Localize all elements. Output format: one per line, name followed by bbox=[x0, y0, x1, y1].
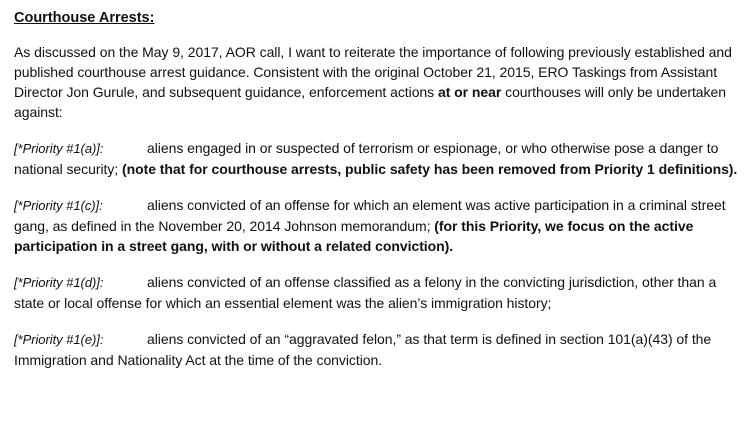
priority-text: aliens convicted of an offense classified as a felony in the convicting jurisdiction, other than a state or local offense for which an essential element was the alien’s immigration history; bbox=[14, 274, 717, 311]
priority-label: [*Priority #1(d)]: bbox=[14, 275, 104, 290]
intro-emphasis: at or near bbox=[437, 84, 502, 100]
priority-note: (for this Priority, we focus on the active participation in a street gang, with or without a related conviction). bbox=[14, 218, 694, 254]
priority-item-1a bbox=[14, 138, 741, 179]
intro-paragraph bbox=[14, 42, 741, 122]
priority-note: (note that for courthouse arrests, public safety has been removed from Priority 1 definitions). bbox=[122, 161, 738, 177]
priority-text: aliens convicted of an “aggravated felon,” as that term is defined in section 101(a)(43) of the Immigration and Nationality Act at the time of the conviction. bbox=[14, 331, 712, 368]
priority-text: aliens convicted of an offense for which an element was active participation in a criminal street gang, as defined in the November 20, 2014 Johnson memorandum; bbox=[14, 197, 726, 234]
priority-text: aliens engaged in or suspected of terrorism or espionage, or who otherwise pose a danger to national security; bbox=[14, 140, 719, 177]
priority-item-1d bbox=[14, 272, 741, 313]
section-heading: Courthouse Arrests: bbox=[14, 10, 155, 26]
priority-label: [*Priority #1(a)]: bbox=[14, 141, 104, 156]
priority-item-1e bbox=[14, 329, 741, 370]
intro-text-start: As discussed on the May 9, 2017, AOR call, I want to reiterate the importance of following previously established and published courthouse arrest guidance. Consistent with the original October 21, 2015, ERO Taskings from Assistant Director Jon Gurule, and subsequent guidance, enforcement actions bbox=[14, 44, 732, 100]
intro-text-end: courthouses will only be undertaken against: bbox=[14, 84, 726, 120]
priority-item-1c bbox=[14, 195, 741, 256]
priority-label: [*Priority #1(c)]: bbox=[14, 198, 103, 213]
priority-label: [*Priority #1(e)]: bbox=[14, 332, 104, 347]
